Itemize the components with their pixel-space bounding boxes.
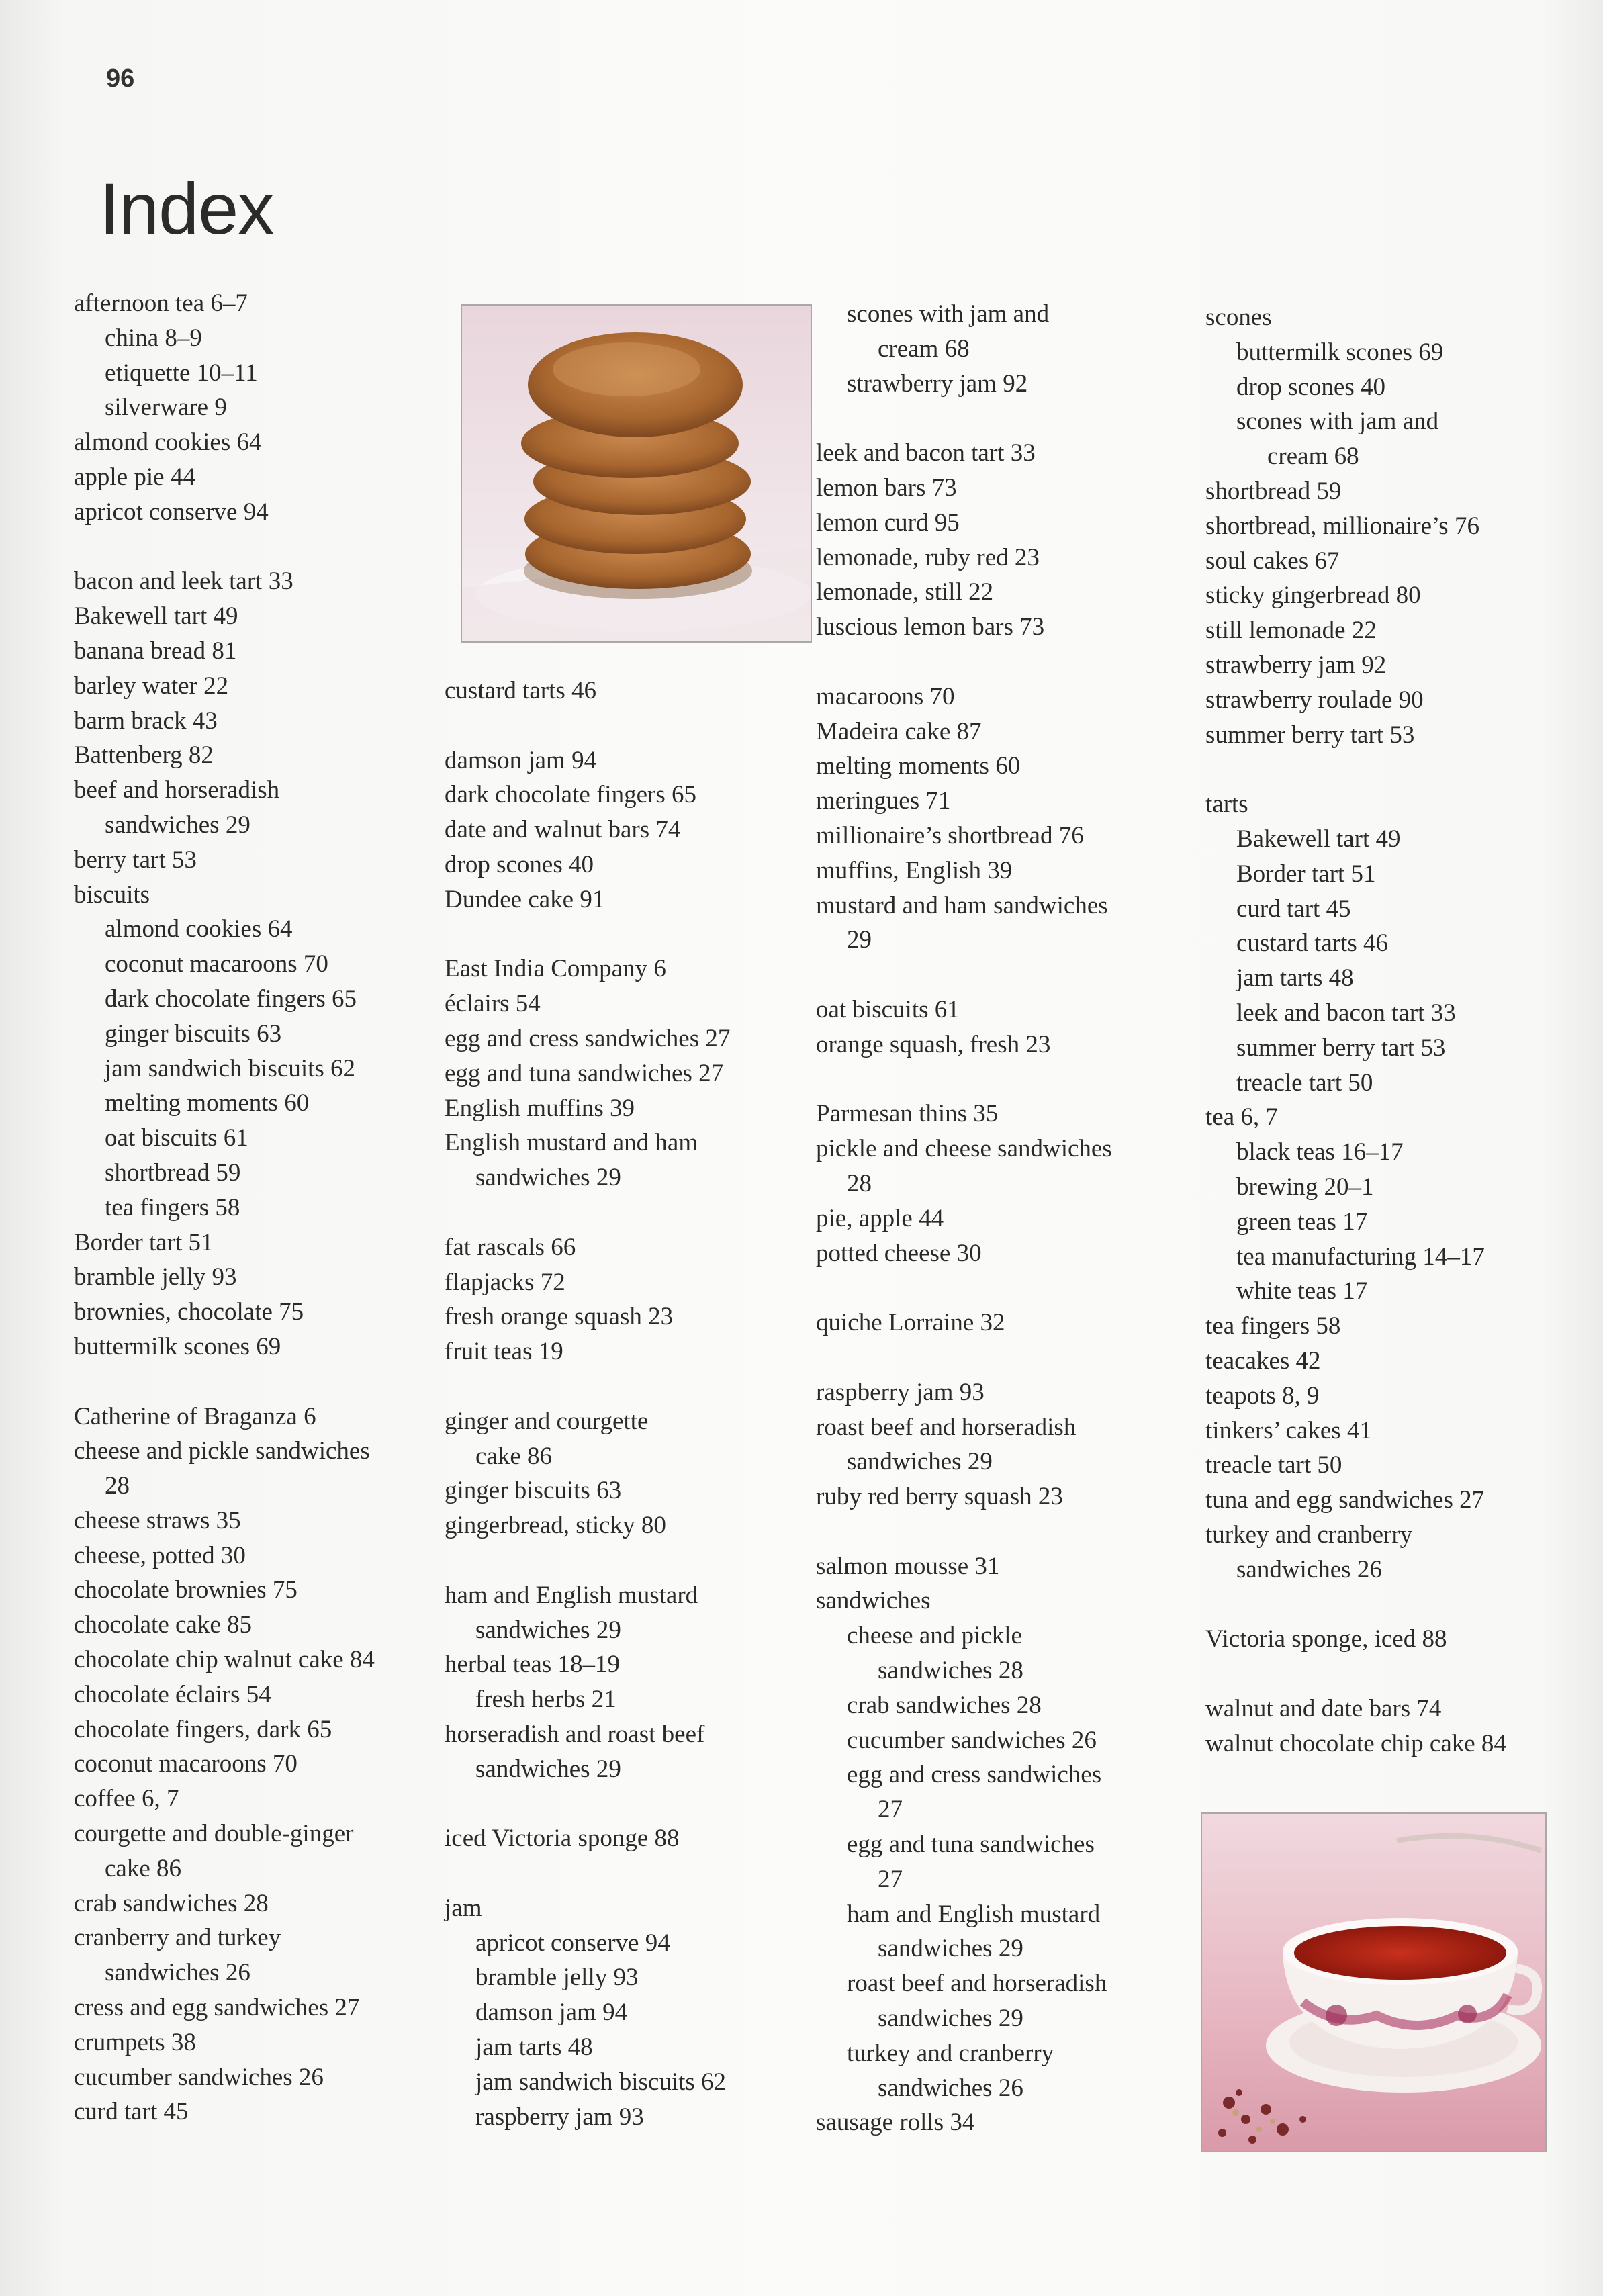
index-subentry: drop scones 40 bbox=[1236, 373, 1385, 401]
index-entry: cheese and pickle sandwiches 28 bbox=[74, 1437, 370, 1500]
index-subentry: green teas 17 bbox=[1236, 1207, 1368, 1236]
index-entry: salmon mousse 31 bbox=[816, 1552, 1000, 1580]
index-entry: Bakewell tart 49 bbox=[74, 602, 238, 631]
index-entry: leek and bacon tart 33 bbox=[816, 439, 1036, 467]
index-subentry: jam sandwich biscuits 62 bbox=[105, 1054, 356, 1083]
index-gap bbox=[445, 1195, 821, 1230]
index-subentry: silverware 9 bbox=[105, 394, 227, 422]
index-entry: gingerbread, sticky 80 bbox=[445, 1512, 666, 1540]
index-gap bbox=[816, 645, 1192, 680]
index-gap bbox=[1205, 752, 1582, 787]
index-subentry: roast beef and horseradish sandwiches 29 bbox=[847, 1970, 1107, 2033]
index-entry: ginger and courgette cake 86 bbox=[445, 1407, 649, 1470]
index-entry: ruby red berry squash 23 bbox=[816, 1483, 1063, 1511]
index-gap bbox=[445, 917, 821, 952]
index-entry: coconut macaroons 70 bbox=[74, 1750, 297, 1778]
index-entry: barley water 22 bbox=[74, 672, 229, 700]
index-subentry: cucumber sandwiches 26 bbox=[847, 1726, 1097, 1754]
index-entry: date and walnut bars 74 bbox=[445, 816, 681, 844]
index-subentry: raspberry jam 93 bbox=[475, 2103, 644, 2131]
index-entry: ham and English mustard sandwiches 29 bbox=[445, 1581, 698, 1644]
index-subentry: curd tart 45 bbox=[1236, 894, 1351, 923]
index-entry: fresh orange squash 23 bbox=[445, 1303, 674, 1331]
index-entry: Catherine of Braganza 6 bbox=[74, 1402, 316, 1430]
index-entry: Madeira cake 87 bbox=[816, 717, 982, 745]
index-entry: East India Company 6 bbox=[445, 955, 666, 983]
index-subentry: etiquette 10–11 bbox=[105, 359, 258, 387]
index-entry: lemonade, still 22 bbox=[816, 578, 994, 606]
index-entry: Battenberg 82 bbox=[74, 741, 214, 770]
index-entry: banana bread 81 bbox=[74, 637, 237, 665]
index-entry: chocolate chip walnut cake 84 bbox=[74, 1646, 375, 1674]
index-entry: cheese straws 35 bbox=[74, 1506, 241, 1534]
cookie-stack-icon bbox=[462, 306, 811, 641]
index-gap bbox=[445, 1787, 821, 1822]
index-entry: treacle tart 50 bbox=[1205, 1451, 1342, 1479]
index-entry: lemon bars 73 bbox=[816, 473, 957, 502]
index-entry: brownies, chocolate 75 bbox=[74, 1298, 304, 1326]
index-entry: ginger biscuits 63 bbox=[445, 1477, 622, 1505]
index-subentry: buttermilk scones 69 bbox=[1236, 338, 1444, 366]
index-gap bbox=[445, 1543, 821, 1578]
index-entry: crab sandwiches 28 bbox=[74, 1889, 269, 1917]
index-entry: walnut and date bars 74 bbox=[1205, 1694, 1442, 1723]
index-entry: egg and cress sandwiches 27 bbox=[445, 1024, 731, 1052]
index-entry: bacon and leek tart 33 bbox=[74, 567, 293, 596]
index-entry: tea 6, 7 bbox=[1205, 1103, 1278, 1132]
index-entry: mustard and ham sandwiches 29 bbox=[816, 891, 1108, 954]
index-subentry: leek and bacon tart 33 bbox=[1236, 999, 1456, 1027]
index-subentry: white teas 17 bbox=[1236, 1277, 1368, 1305]
index-entry: custard tarts 46 bbox=[445, 677, 597, 704]
index-entry: horseradish and roast beef sandwiches 29 bbox=[445, 1720, 705, 1783]
index-entry: millionaire’s shortbread 76 bbox=[816, 821, 1084, 849]
index-entry: damson jam 94 bbox=[445, 746, 597, 774]
index-entry: pie, apple 44 bbox=[816, 1204, 944, 1232]
index-entry: Border tart 51 bbox=[74, 1228, 214, 1256]
index-subentry: dark chocolate fingers 65 bbox=[105, 984, 357, 1013]
index-entry: apricot conserve 94 bbox=[74, 498, 269, 526]
index-entry: chocolate fingers, dark 65 bbox=[74, 1715, 332, 1743]
index-subentry: egg and tuna sandwiches 27 bbox=[847, 1831, 1095, 1893]
index-entry: turkey and cranberry sandwiches 26 bbox=[1205, 1520, 1413, 1583]
index-column-1 bbox=[74, 286, 450, 2129]
index-entry: crumpets 38 bbox=[74, 2028, 196, 2056]
index-subentry: scones with jam and cream 68 bbox=[847, 300, 1050, 363]
index-entry: almond cookies 64 bbox=[74, 428, 262, 457]
index-entry: flapjacks 72 bbox=[445, 1268, 565, 1296]
index-column-3 bbox=[816, 297, 1192, 2140]
index-entry: lemon curd 95 bbox=[816, 508, 960, 537]
index-entry: berry tart 53 bbox=[74, 845, 197, 874]
index-subentry: china 8–9 bbox=[105, 324, 202, 352]
index-entry: oat biscuits 61 bbox=[816, 995, 960, 1023]
index-entry: macaroons 70 bbox=[816, 682, 955, 710]
index-entry: chocolate cake 85 bbox=[74, 1611, 253, 1639]
index-gap bbox=[445, 708, 821, 743]
index-entry: courgette and double-ginger cake 86 bbox=[74, 1820, 354, 1882]
index-entry: pickle and cheese sandwiches 28 bbox=[816, 1135, 1112, 1197]
index-subentry: cheese and pickle sandwiches 28 bbox=[847, 1622, 1023, 1685]
index-entry: buttermilk scones 69 bbox=[74, 1332, 281, 1361]
index-entry: scones bbox=[1205, 304, 1272, 331]
index-entry: tarts bbox=[1205, 790, 1248, 819]
teacup-icon bbox=[1202, 1814, 1545, 2151]
index-entry: shortbread 59 bbox=[1205, 477, 1342, 505]
index-entry: apple pie 44 bbox=[74, 463, 195, 491]
index-entry: herbal teas 18–19 bbox=[445, 1651, 620, 1679]
index-subentry: black teas 16–17 bbox=[1236, 1138, 1404, 1166]
index-entry: tea fingers 58 bbox=[1205, 1312, 1341, 1340]
index-entry: soul cakes 67 bbox=[1205, 547, 1340, 575]
index-entry: iced Victoria sponge 88 bbox=[445, 1825, 680, 1853]
index-gap bbox=[1205, 1657, 1582, 1692]
index-subentry: Bakewell tart 49 bbox=[1236, 825, 1401, 853]
index-entry: fat rascals 66 bbox=[445, 1233, 576, 1261]
index-entry: tuna and egg sandwiches 27 bbox=[1205, 1486, 1485, 1514]
index-entry: afternoon tea 6–7 bbox=[74, 289, 248, 317]
index-gap bbox=[445, 1856, 821, 1891]
cookie-stack-photo bbox=[461, 304, 812, 643]
index-subentry: ginger biscuits 63 bbox=[105, 1019, 282, 1048]
page-number: 96 bbox=[106, 64, 135, 93]
index-entry: tinkers’ cakes 41 bbox=[1205, 1416, 1372, 1444]
index-entry: strawberry roulade 90 bbox=[1205, 686, 1424, 714]
index-entry: éclairs 54 bbox=[445, 990, 541, 1018]
index-subentry: jam tarts 48 bbox=[1236, 964, 1354, 993]
index-subentry: turkey and cranberry sandwiches 26 bbox=[847, 2039, 1054, 2102]
index-entry: Victoria sponge, iced 88 bbox=[1205, 1625, 1447, 1653]
index-gap bbox=[816, 958, 1192, 993]
index-subentry: bramble jelly 93 bbox=[475, 1964, 639, 1992]
index-entry: bramble jelly 93 bbox=[74, 1263, 237, 1291]
index-entry: cucumber sandwiches 26 bbox=[74, 2063, 324, 2091]
index-subentry: summer berry tart 53 bbox=[1236, 1034, 1446, 1062]
index-entry: teacakes 42 bbox=[1205, 1346, 1321, 1375]
index-entry: luscious lemon bars 73 bbox=[816, 613, 1045, 641]
index-gap bbox=[74, 1365, 450, 1399]
index-subentry: oat biscuits 61 bbox=[105, 1124, 248, 1152]
index-entry: Dundee cake 91 bbox=[445, 885, 605, 913]
index-subentry: fresh herbs 21 bbox=[475, 1686, 616, 1714]
index-entry: raspberry jam 93 bbox=[816, 1378, 984, 1406]
index-entry: shortbread, millionaire’s 76 bbox=[1205, 512, 1479, 540]
page-title: Index bbox=[99, 168, 274, 249]
index-entry: cheese, potted 30 bbox=[74, 1541, 246, 1569]
index-entry: dark chocolate fingers 65 bbox=[445, 781, 696, 809]
index-entry: drop scones 40 bbox=[445, 850, 594, 878]
index-entry: potted cheese 30 bbox=[816, 1239, 982, 1267]
index-subentry: shortbread 59 bbox=[105, 1158, 241, 1187]
index-entry: egg and tuna sandwiches 27 bbox=[445, 1059, 724, 1087]
index-subentry: Border tart 51 bbox=[1236, 860, 1376, 888]
index-gap bbox=[1205, 1587, 1582, 1622]
index-entry: barm brack 43 bbox=[74, 706, 218, 735]
index-entry: meringues 71 bbox=[816, 787, 951, 815]
index-gap bbox=[816, 1062, 1192, 1097]
index-entry: curd tart 45 bbox=[74, 2098, 189, 2126]
index-entry: beef and horseradish sandwiches 29 bbox=[74, 776, 280, 839]
index-entry: summer berry tart 53 bbox=[1205, 721, 1415, 749]
index-entry: fruit teas 19 bbox=[445, 1338, 563, 1366]
index-subentry: scones with jam and cream 68 bbox=[1236, 408, 1439, 471]
index-entry: cranberry and turkey sandwiches 26 bbox=[74, 1924, 281, 1987]
index-entry: Parmesan thins 35 bbox=[816, 1100, 999, 1128]
index-subentry: ham and English mustard sandwiches 29 bbox=[847, 1900, 1101, 1963]
index-column-2 bbox=[445, 674, 821, 2134]
index-entry: jam bbox=[445, 1894, 482, 1922]
index-subentry: treacle tart 50 bbox=[1236, 1068, 1373, 1097]
index-entry: cress and egg sandwiches 27 bbox=[74, 1994, 360, 2022]
index-subentry: custard tarts 46 bbox=[1236, 929, 1389, 958]
index-subentry: egg and cress sandwiches 27 bbox=[847, 1761, 1102, 1824]
index-entry: chocolate éclairs 54 bbox=[74, 1680, 271, 1708]
index-gap bbox=[445, 1369, 821, 1404]
index-entry: roast beef and horseradish sandwiches 29 bbox=[816, 1413, 1077, 1476]
index-subentry: tea fingers 58 bbox=[105, 1193, 240, 1222]
index-subentry: strawberry jam 92 bbox=[847, 369, 1028, 398]
index-subentry: coconut macaroons 70 bbox=[105, 950, 328, 978]
index-subentry: crab sandwiches 28 bbox=[847, 1691, 1042, 1719]
index-entry: quiche Lorraine 32 bbox=[816, 1309, 1005, 1337]
index-entry: strawberry jam 92 bbox=[1205, 651, 1387, 679]
index-subentry: almond cookies 64 bbox=[105, 915, 293, 944]
index-entry: English muffins 39 bbox=[445, 1094, 635, 1122]
index-entry: melting moments 60 bbox=[816, 752, 1021, 780]
index-gap bbox=[816, 1514, 1192, 1549]
index-entry: English mustard and ham sandwiches 29 bbox=[445, 1129, 698, 1192]
index-entry: sausage rolls 34 bbox=[816, 2109, 975, 2137]
index-gap bbox=[816, 401, 1192, 436]
index-subentry: melting moments 60 bbox=[105, 1089, 310, 1117]
index-subentry: damson jam 94 bbox=[475, 1999, 628, 2027]
index-subentry: brewing 20–1 bbox=[1236, 1173, 1374, 1201]
index-subentry: jam sandwich biscuits 62 bbox=[475, 2068, 727, 2096]
teacup-photo bbox=[1201, 1812, 1547, 2152]
index-entry: biscuits bbox=[74, 880, 150, 909]
index-gap bbox=[816, 1271, 1192, 1305]
index-entry: orange squash, fresh 23 bbox=[816, 1030, 1051, 1058]
index-subentry: apricot conserve 94 bbox=[475, 1929, 670, 1957]
index-entry: coffee 6, 7 bbox=[74, 1785, 179, 1813]
index-subentry: tea manufacturing 14–17 bbox=[1236, 1242, 1485, 1271]
index-entry: sandwiches bbox=[816, 1587, 931, 1615]
index-entry: teapots 8, 9 bbox=[1205, 1381, 1320, 1410]
index-entry: walnut chocolate chip cake 84 bbox=[1205, 1729, 1506, 1757]
index-entry: chocolate brownies 75 bbox=[74, 1576, 297, 1604]
index-entry: muffins, English 39 bbox=[816, 856, 1013, 884]
index-column-4 bbox=[1205, 300, 1582, 1761]
index-entry: lemonade, ruby red 23 bbox=[816, 543, 1040, 571]
index-entry: still lemonade 22 bbox=[1205, 616, 1377, 645]
index-gap bbox=[816, 1340, 1192, 1375]
index-subentry: jam tarts 48 bbox=[475, 2033, 593, 2062]
index-entry: sticky gingerbread 80 bbox=[1205, 582, 1421, 610]
index-gap bbox=[74, 530, 450, 565]
